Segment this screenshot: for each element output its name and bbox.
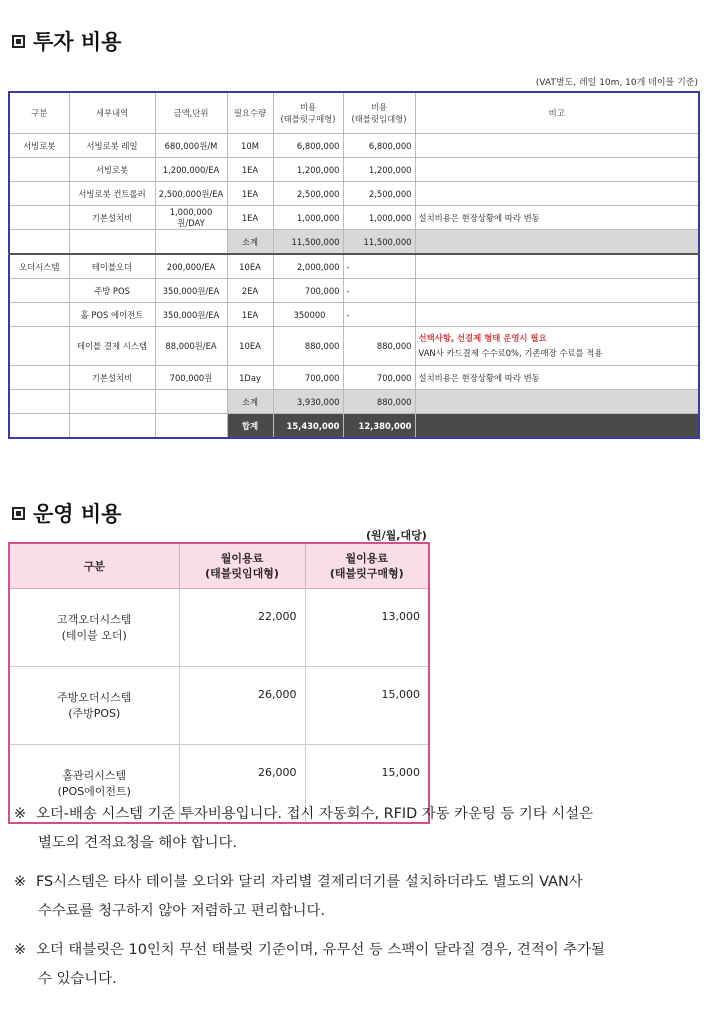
cell-buy: 1,000,000 bbox=[273, 206, 343, 230]
subtotal-label: 소계 bbox=[227, 390, 273, 414]
cell-category bbox=[9, 327, 69, 366]
square-bullet-icon bbox=[12, 507, 25, 520]
note-item bbox=[14, 936, 704, 994]
cell-rent: - bbox=[343, 303, 415, 327]
cell-buy: 15,000 bbox=[305, 745, 429, 824]
cell-buy: 6,800,000 bbox=[273, 134, 343, 158]
subtotal-rent: 880,000 bbox=[343, 390, 415, 414]
cell-price: 1,200,000/EA bbox=[155, 158, 227, 182]
header-buy: 월이용료 (태블릿구매형) bbox=[305, 543, 429, 589]
cell-rent: 6,800,000 bbox=[343, 134, 415, 158]
note-text: 별도의 견적요청을 해야 합니다. bbox=[38, 835, 238, 851]
cell-category bbox=[9, 303, 69, 327]
cell-buy: 350000 bbox=[273, 303, 343, 327]
note-text: FS시스템은 타사 테이블 오더와 달리 자리별 결제리더기를 설치하더라도 별도의 VAN사 bbox=[36, 874, 583, 890]
cell-qty: 1EA bbox=[227, 206, 273, 230]
cell-rent: 880,000 bbox=[343, 327, 415, 366]
table-row bbox=[9, 279, 699, 303]
operation-table bbox=[8, 542, 430, 824]
cell-rent: 26,000 bbox=[179, 745, 305, 824]
note-text: 오더 태블릿은 10인치 무선 태블릿 기준이며, 유무선 등 스팩이 달라질 경우, 견적이 추가될 bbox=[36, 942, 605, 958]
cell-buy: 2,000,000 bbox=[273, 254, 343, 279]
cell-qty: 10EA bbox=[227, 254, 273, 279]
remark-optional: 선택사항, 선결제 형태 운영시 필요 bbox=[418, 333, 547, 343]
cell-rent: 700,000 bbox=[343, 366, 415, 390]
cell-remark bbox=[415, 254, 699, 279]
cell-remark bbox=[415, 303, 699, 327]
cell-rent: 2,500,000 bbox=[343, 182, 415, 206]
table-row bbox=[9, 158, 699, 182]
table-row bbox=[9, 254, 699, 279]
investment-section-title bbox=[12, 26, 121, 56]
cell-qty: 10EA bbox=[227, 327, 273, 366]
cell-rent: - bbox=[343, 254, 415, 279]
table-row bbox=[9, 667, 429, 745]
cell-price: 350,000원/EA bbox=[155, 303, 227, 327]
note-text: 수 있습니다. bbox=[38, 971, 117, 987]
note-item bbox=[14, 800, 704, 858]
subtotal-row bbox=[9, 230, 699, 255]
cell-remark bbox=[415, 279, 699, 303]
cell-item: 기본설치비 bbox=[69, 366, 155, 390]
cell-rent: 22,000 bbox=[179, 589, 305, 667]
header-category: 구분 bbox=[9, 543, 179, 589]
reference-mark-icon: ※ bbox=[14, 942, 27, 958]
cell-remark: 설치비용은 현장상황에 따라 변동 bbox=[415, 206, 699, 230]
cell-category: 서빙로봇 bbox=[9, 134, 69, 158]
total-buy: 15,430,000 bbox=[273, 414, 343, 439]
cell-rent: 1,000,000 bbox=[343, 206, 415, 230]
cell-remark bbox=[415, 327, 699, 366]
cell-buy: 2,500,000 bbox=[273, 182, 343, 206]
cell-qty: 1EA bbox=[227, 182, 273, 206]
cell-buy: 1,200,000 bbox=[273, 158, 343, 182]
table-row bbox=[9, 327, 699, 366]
cell-price: 88,000원/EA bbox=[155, 327, 227, 366]
cell-item: 주방 POS bbox=[69, 279, 155, 303]
cell-qty: 1Day bbox=[227, 366, 273, 390]
cell-price: 1,000,000원/DAY bbox=[155, 206, 227, 230]
cell-buy: 13,000 bbox=[305, 589, 429, 667]
cell-price: 700,000원 bbox=[155, 366, 227, 390]
subtotal-row bbox=[9, 390, 699, 414]
investment-title: 투자 비용 bbox=[33, 30, 122, 54]
header-item: 세부내역 bbox=[69, 92, 155, 134]
reference-mark-icon: ※ bbox=[14, 874, 27, 890]
reference-mark-icon: ※ bbox=[14, 806, 27, 822]
operation-unit-note: (원/월,대당) bbox=[366, 529, 427, 542]
cell-system-name: 주방오더시스템 (주방POS) bbox=[9, 667, 179, 745]
header-category: 구분 bbox=[9, 92, 69, 134]
subtotal-label: 소계 bbox=[227, 230, 273, 255]
cell-remark: 설치비용은 현장상황에 따라 변동 bbox=[415, 366, 699, 390]
cell-qty: 10M bbox=[227, 134, 273, 158]
cell-buy: 700,000 bbox=[273, 279, 343, 303]
header-buy: 비용 (태블릿구매형) bbox=[273, 92, 343, 134]
operation-title: 운영 비용 bbox=[33, 502, 122, 526]
cell-qty: 1EA bbox=[227, 303, 273, 327]
subtotal-buy: 11,500,000 bbox=[273, 230, 343, 255]
cell-price: 680,000원/M bbox=[155, 134, 227, 158]
cell-item: 서빙로봇 레일 bbox=[69, 134, 155, 158]
cell-item: 테이블오더 bbox=[69, 254, 155, 279]
header-remark: 비고 bbox=[415, 92, 699, 134]
cell-rent: 1,200,000 bbox=[343, 158, 415, 182]
cell-category bbox=[9, 182, 69, 206]
cell-item: 서빙로봇 bbox=[69, 158, 155, 182]
total-rent: 12,380,000 bbox=[343, 414, 415, 439]
cell-remark bbox=[415, 158, 699, 182]
header-price: 금액,단위 bbox=[155, 92, 227, 134]
table-row bbox=[9, 303, 699, 327]
investment-table bbox=[8, 91, 700, 439]
cell-category: 오더시스템 bbox=[9, 254, 69, 279]
investment-basis-note: (VAT별도, 레일 10m, 10개 테이블 기준) bbox=[535, 78, 698, 88]
cell-price: 200,000/EA bbox=[155, 254, 227, 279]
table-row bbox=[9, 134, 699, 158]
notes-section bbox=[14, 800, 704, 1004]
header-rent: 비용 (태블릿임대형) bbox=[343, 92, 415, 134]
cell-qty: 2EA bbox=[227, 279, 273, 303]
cell-rent: 26,000 bbox=[179, 667, 305, 745]
cell-remark bbox=[415, 134, 699, 158]
cell-price: 350,000원/EA bbox=[155, 279, 227, 303]
table-row bbox=[9, 366, 699, 390]
subtotal-buy: 3,930,000 bbox=[273, 390, 343, 414]
note-text: 수수료를 청구하지 않아 저렴하고 편리합니다. bbox=[38, 903, 325, 919]
cell-item: 서빙로봇 컨트롤러 bbox=[69, 182, 155, 206]
note-item bbox=[14, 868, 704, 926]
table-row bbox=[9, 206, 699, 230]
table-header-row bbox=[9, 543, 429, 589]
cell-price: 2,500,000원/EA bbox=[155, 182, 227, 206]
cell-system-name: 홀관리시스템 (POS에이전트) bbox=[9, 745, 179, 824]
total-label: 합계 bbox=[227, 414, 273, 439]
cell-qty: 1EA bbox=[227, 158, 273, 182]
total-row bbox=[9, 414, 699, 439]
table-header-row bbox=[9, 92, 699, 134]
cell-remark bbox=[415, 182, 699, 206]
square-bullet-icon bbox=[12, 35, 25, 48]
cell-category bbox=[9, 158, 69, 182]
table-row bbox=[9, 589, 429, 667]
cell-item: 기본설치비 bbox=[69, 206, 155, 230]
cell-item: 테이블 결제 시스템 bbox=[69, 327, 155, 366]
cell-item: 홀 POS 에이전트 bbox=[69, 303, 155, 327]
cell-system-name: 고객오더시스템 (테이블 오더) bbox=[9, 589, 179, 667]
remark-van: VAN사 카드결제 수수료0%, 기존매장 수료를 적용 bbox=[418, 348, 603, 358]
cell-category bbox=[9, 366, 69, 390]
table-row bbox=[9, 182, 699, 206]
cell-rent: - bbox=[343, 279, 415, 303]
cell-category bbox=[9, 279, 69, 303]
cell-category bbox=[9, 206, 69, 230]
operation-section-title bbox=[12, 498, 121, 528]
cell-buy: 880,000 bbox=[273, 327, 343, 366]
note-text: 오더-배송 시스템 기준 투자비용입니다. 접시 자동회수, RFID 자동 카운팅 등 기타 시설은 bbox=[36, 806, 594, 822]
header-rent: 월이용료 (태블릿임대형) bbox=[179, 543, 305, 589]
cell-buy: 700,000 bbox=[273, 366, 343, 390]
header-qty: 필요수량 bbox=[227, 92, 273, 134]
cell-buy: 15,000 bbox=[305, 667, 429, 745]
subtotal-rent: 11,500,000 bbox=[343, 230, 415, 255]
